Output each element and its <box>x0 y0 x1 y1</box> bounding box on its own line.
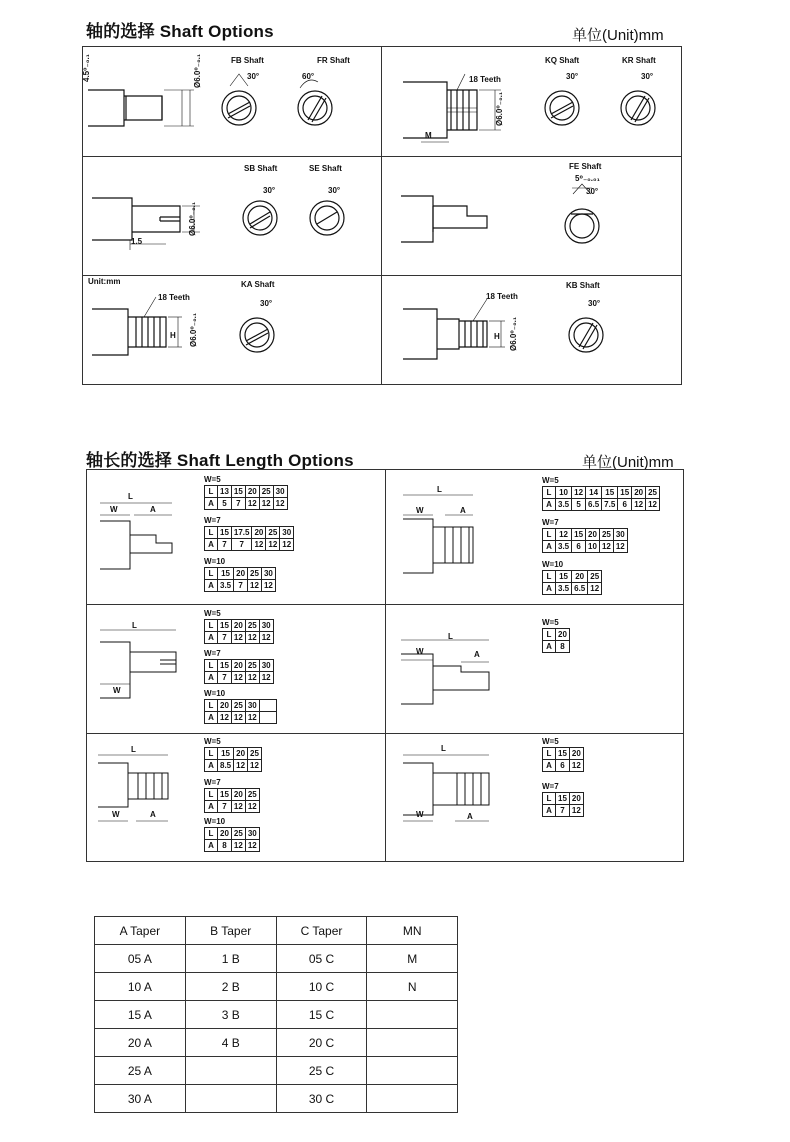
length4-a-label: A <box>474 650 480 659</box>
l-value <box>259 700 276 712</box>
sb-shaft-label: SB Shaft <box>244 164 278 173</box>
l-value: 20 <box>218 700 232 712</box>
ka-teeth-label: 18 Teeth <box>158 293 190 302</box>
ka-shaft-label: KA Shaft <box>241 280 275 289</box>
length1-w-label: W <box>110 505 118 514</box>
header-a-taper: A Taper <box>95 917 186 945</box>
row-key: A <box>205 760 218 772</box>
fb-shaft-label: FB Shaft <box>231 56 264 65</box>
a-value: 12 <box>252 539 266 551</box>
c-taper-cell: 30 C <box>276 1085 367 1113</box>
kq-diameter-dimension: Ø6.0⁰₋₀.₁ <box>495 91 504 126</box>
ka-angle-label: 30° <box>260 299 273 308</box>
a-taper-cell: 05 A <box>95 945 186 973</box>
fr-angle-label: 60° <box>302 72 315 81</box>
a-value: 6 <box>572 541 586 553</box>
l-value: 15 <box>218 620 232 632</box>
l-value: 20 <box>586 529 600 541</box>
shaft-options-unit: 单位(Unit)mm <box>572 27 664 44</box>
table-row <box>95 973 458 1001</box>
l-value: 15 <box>218 748 234 760</box>
a-value: 10 <box>586 541 600 553</box>
mn-cell: N <box>367 973 458 1001</box>
a-value: 7 <box>234 580 248 592</box>
a-taper-cell: 15 A <box>95 1001 186 1029</box>
l-value: 25 <box>248 568 262 580</box>
a-value: 12 <box>261 580 275 592</box>
row-key: A <box>205 840 218 852</box>
p4-g1-table <box>542 628 570 653</box>
length4-l-label: L <box>448 632 453 641</box>
row-key: L <box>205 700 218 712</box>
mn-cell <box>367 1085 458 1113</box>
p5-g3-width: W=10 <box>204 817 226 826</box>
fb-diameter-dimension: Ø6.0⁰₋₀.₁ <box>193 53 202 88</box>
length4-w-label: W <box>416 647 424 656</box>
row-key: L <box>543 793 556 805</box>
p6-g1-table <box>542 747 584 772</box>
row-key: L <box>205 527 218 539</box>
b-taper-cell: 3 B <box>185 1001 276 1029</box>
row-key: A <box>543 641 556 653</box>
row-key: L <box>205 568 218 580</box>
a-value: 12 <box>588 583 602 595</box>
c-taper-cell: 15 C <box>276 1001 367 1029</box>
shaft-length-unit: 单位(Unit)mm <box>582 454 674 471</box>
p3-g1-table <box>204 619 274 644</box>
fb-height-dimension: 4.5⁰₋₀.₁ <box>82 54 91 82</box>
a-value: 12 <box>245 840 259 852</box>
l-value: 25 <box>245 660 259 672</box>
length6-a-label: A <box>467 812 473 821</box>
a-value: 12 <box>245 801 259 813</box>
row-key: L <box>543 748 556 760</box>
l-value: 30 <box>245 828 259 840</box>
l-value: 15 <box>556 571 572 583</box>
c-taper-cell: 05 C <box>276 945 367 973</box>
l-value: 30 <box>259 620 273 632</box>
kr-angle-label: 30° <box>641 72 654 81</box>
l-value: 30 <box>273 486 287 498</box>
b-taper-cell <box>185 1085 276 1113</box>
row-key: L <box>543 629 556 641</box>
l-value: 20 <box>231 789 245 801</box>
p3-g3-width: W=10 <box>204 689 226 698</box>
l-value: 15 <box>556 793 570 805</box>
a-value: 12 <box>231 712 245 724</box>
b-taper-cell <box>185 1057 276 1085</box>
l-value: 25 <box>248 748 262 760</box>
p2-g1-width: W=5 <box>542 476 559 485</box>
a-value: 12 <box>234 760 248 772</box>
l-value: 15 <box>218 789 232 801</box>
l-value: 25 <box>245 620 259 632</box>
length3-l-label: L <box>132 621 137 630</box>
l-value: 20 <box>556 629 570 641</box>
length-drawing-4 <box>385 604 515 734</box>
l-value: 20 <box>245 486 259 498</box>
a-value: 12 <box>259 632 273 644</box>
a-value: 12 <box>569 805 583 817</box>
row-key: A <box>205 672 218 684</box>
l-value: 15 <box>231 486 245 498</box>
ka-shaft-drawing <box>82 275 382 385</box>
ka-unit-label: Unit:mm <box>88 277 121 286</box>
length-drawing-6 <box>385 733 515 862</box>
a-taper-cell: 30 A <box>95 1085 186 1113</box>
p2-g3-table <box>542 570 602 595</box>
p5-g1-width: W=5 <box>204 737 221 746</box>
a-value: 12 <box>273 498 287 510</box>
a-value: 12 <box>280 539 294 551</box>
a-value: 12 <box>231 840 245 852</box>
a-value: 7 <box>218 632 232 644</box>
fe-shaft-label: FE Shaft <box>569 162 602 171</box>
l-value: 10 <box>556 487 572 499</box>
p4-g1-width: W=5 <box>542 618 559 627</box>
a-value: 8 <box>556 641 570 653</box>
kb-shaft-drawing <box>381 275 682 385</box>
c-taper-cell: 20 C <box>276 1029 367 1057</box>
a-value: 12 <box>231 801 245 813</box>
l-value: 25 <box>646 487 660 499</box>
l-value: 25 <box>588 571 602 583</box>
l-value: 25 <box>231 700 245 712</box>
a-value: 12 <box>231 672 245 684</box>
l-value: 20 <box>569 793 583 805</box>
a-taper-cell: 10 A <box>95 973 186 1001</box>
p6-g2-table <box>542 792 584 817</box>
c-taper-cell: 10 C <box>276 973 367 1001</box>
l-value: 14 <box>586 487 602 499</box>
kq-m-dimension: M <box>425 131 432 140</box>
p5-g1-table <box>204 747 262 772</box>
fe-angle-label: 30° <box>586 187 599 196</box>
ka-h-dimension: H <box>170 331 176 340</box>
length6-w-label: W <box>416 810 424 819</box>
l-value: 25 <box>599 529 613 541</box>
a-value: 7 <box>556 805 570 817</box>
a-taper-cell: 20 A <box>95 1029 186 1057</box>
taper-header-row <box>95 917 458 945</box>
l-value: 20 <box>252 527 266 539</box>
length5-a-label: A <box>150 810 156 819</box>
p3-g3-table <box>204 699 277 724</box>
table-row <box>95 945 458 973</box>
a-value: 7 <box>231 539 252 551</box>
a-value: 5 <box>218 498 232 510</box>
length-drawing-1 <box>86 469 216 605</box>
shaft-length-title: 轴长的选择 Shaft Length Options <box>86 451 354 470</box>
a-value: 6 <box>556 760 570 772</box>
l-value: 25 <box>259 486 273 498</box>
a-value: 12 <box>248 580 262 592</box>
mn-cell: M <box>367 945 458 973</box>
row-key: L <box>205 486 218 498</box>
length2-l-label: L <box>437 485 442 494</box>
a-value: 12 <box>245 672 259 684</box>
kb-h-dimension: H <box>494 332 500 341</box>
l-value: 12 <box>556 529 572 541</box>
l-value: 15 <box>556 748 570 760</box>
row-key: A <box>205 712 218 724</box>
shaft-options-title: 轴的选择 Shaft Options <box>86 22 274 41</box>
sb-se-shaft-drawing <box>82 156 382 276</box>
length1-l-label: L <box>128 492 133 501</box>
l-value: 17.5 <box>231 527 252 539</box>
row-key: A <box>205 801 218 813</box>
l-value: 25 <box>266 527 280 539</box>
b-taper-cell: 2 B <box>185 973 276 1001</box>
row-key: A <box>543 541 556 553</box>
kq-teeth-label: 18 Teeth <box>469 75 501 84</box>
table-row <box>95 1057 458 1085</box>
row-key: L <box>205 828 218 840</box>
row-key: L <box>205 748 218 760</box>
a-value: 12 <box>218 712 232 724</box>
a-value: 7 <box>218 801 232 813</box>
p1-g1-width: W=5 <box>204 475 221 484</box>
fe-shaft-drawing <box>381 156 682 276</box>
row-key: L <box>543 529 556 541</box>
mn-cell <box>367 1057 458 1085</box>
length-drawing-5 <box>86 733 216 862</box>
p6-g2-width: W=7 <box>542 782 559 791</box>
fr-shaft-label: FR Shaft <box>317 56 350 65</box>
a-taper-cell: 25 A <box>95 1057 186 1085</box>
l-value: 25 <box>245 789 259 801</box>
kq-angle-label: 30° <box>566 72 579 81</box>
kr-shaft-label: KR Shaft <box>622 56 656 65</box>
a-value: 12 <box>245 712 259 724</box>
l-value: 30 <box>613 529 627 541</box>
row-key: L <box>205 789 218 801</box>
c-taper-cell: 25 C <box>276 1057 367 1085</box>
p3-g2-table <box>204 659 274 684</box>
p1-g2-table <box>204 526 294 551</box>
p2-g2-width: W=7 <box>542 518 559 527</box>
l-value: 30 <box>245 700 259 712</box>
kb-teeth-label: 18 Teeth <box>486 292 518 301</box>
kb-shaft-label: KB Shaft <box>566 281 600 290</box>
l-value: 20 <box>572 571 588 583</box>
p5-g2-table <box>204 788 260 813</box>
a-value <box>259 712 276 724</box>
table-row <box>95 1001 458 1029</box>
l-value: 30 <box>259 660 273 672</box>
length-drawing-2 <box>385 469 515 605</box>
row-key: A <box>205 539 218 551</box>
mn-cell <box>367 1029 458 1057</box>
p5-g2-width: W=7 <box>204 778 221 787</box>
a-value: 12 <box>569 760 583 772</box>
header-b-taper: B Taper <box>185 917 276 945</box>
a-value: 12 <box>613 541 627 553</box>
fb-angle-label: 30° <box>247 72 260 81</box>
p1-g3-width: W=10 <box>204 557 226 566</box>
row-key: A <box>543 805 556 817</box>
l-value: 15 <box>218 660 232 672</box>
row-key: A <box>205 632 218 644</box>
l-value: 15 <box>218 527 232 539</box>
header-c-taper: C Taper <box>276 917 367 945</box>
length2-a-label: A <box>460 506 466 515</box>
a-value: 12 <box>245 498 259 510</box>
a-value: 7 <box>231 498 245 510</box>
a-value: 7 <box>218 672 232 684</box>
a-value: 7 <box>218 539 232 551</box>
p5-g3-table <box>204 827 260 852</box>
length6-l-label: L <box>441 744 446 753</box>
sb-diameter-dimension: Ø6.0⁰₋₀.₁ <box>188 201 197 236</box>
a-value: 6 <box>618 499 632 511</box>
a-value: 3.5 <box>556 541 572 553</box>
l-value: 20 <box>218 828 232 840</box>
l-value: 15 <box>572 529 586 541</box>
length1-a-label: A <box>150 505 156 514</box>
row-key: L <box>543 571 556 583</box>
length5-w-label: W <box>112 810 120 819</box>
table-row <box>95 1085 458 1113</box>
row-key: A <box>205 580 218 592</box>
p6-g1-width: W=5 <box>542 737 559 746</box>
a-value: 12 <box>266 539 280 551</box>
length2-w-label: W <box>416 506 424 515</box>
a-value: 12 <box>231 632 245 644</box>
p2-g3-width: W=10 <box>542 560 564 569</box>
p3-g1-width: W=5 <box>204 609 221 618</box>
taper-table <box>94 916 458 1113</box>
header-mn: MN <box>367 917 458 945</box>
length5-l-label: L <box>131 745 136 754</box>
se-shaft-label: SE Shaft <box>309 164 342 173</box>
l-value: 20 <box>231 660 245 672</box>
p1-g3-table <box>204 567 276 592</box>
l-value: 30 <box>261 568 275 580</box>
row-key: A <box>543 583 556 595</box>
l-value: 20 <box>569 748 583 760</box>
a-value: 5 <box>572 499 586 511</box>
kq-shaft-label: KQ Shaft <box>545 56 580 65</box>
l-value: 20 <box>231 620 245 632</box>
l-value: 15 <box>602 487 618 499</box>
a-value: 12 <box>245 632 259 644</box>
a-value: 12 <box>259 498 273 510</box>
b-taper-cell: 4 B <box>185 1029 276 1057</box>
l-value: 12 <box>572 487 586 499</box>
l-value: 25 <box>231 828 245 840</box>
table-row <box>95 1029 458 1057</box>
se-angle-label: 30° <box>328 186 341 195</box>
p2-g2-table <box>542 528 628 553</box>
a-value: 12 <box>248 760 262 772</box>
a-value: 3.5 <box>218 580 234 592</box>
row-key: L <box>543 487 556 499</box>
row-key: L <box>205 660 218 672</box>
a-value: 12 <box>632 499 646 511</box>
l-value: 30 <box>280 527 294 539</box>
l-value: 20 <box>234 748 248 760</box>
a-value: 7.5 <box>602 499 618 511</box>
l-value: 20 <box>234 568 248 580</box>
ka-diameter-dimension: Ø6.0⁰₋₀.₁ <box>189 312 198 347</box>
length-drawing-3 <box>86 604 216 734</box>
length3-w-label: W <box>113 686 121 695</box>
p1-g2-width: W=7 <box>204 516 221 525</box>
row-key: A <box>205 498 218 510</box>
b-taper-cell: 1 B <box>185 945 276 973</box>
kb-diameter-dimension: Ø6.0⁰₋₀.₁ <box>509 316 518 351</box>
l-value: 15 <box>618 487 632 499</box>
a-value: 3.5 <box>556 583 572 595</box>
a-value: 8 <box>218 840 232 852</box>
a-value: 6.5 <box>586 499 602 511</box>
a-value: 12 <box>259 672 273 684</box>
l-value: 15 <box>218 568 234 580</box>
fe-width-dimension: 5⁰₋₀.₀₁ <box>575 174 600 183</box>
p2-g1-table <box>542 486 660 511</box>
p1-g1-table <box>204 485 288 510</box>
row-key: A <box>543 760 556 772</box>
kb-angle-label: 30° <box>588 299 601 308</box>
row-key: L <box>205 620 218 632</box>
mn-cell <box>367 1001 458 1029</box>
a-value: 12 <box>646 499 660 511</box>
row-key: A <box>543 499 556 511</box>
l-value: 20 <box>632 487 646 499</box>
a-value: 6.5 <box>572 583 588 595</box>
a-value: 8.5 <box>218 760 234 772</box>
sb-offset-dimension: 1.5 <box>131 237 143 246</box>
p3-g2-width: W=7 <box>204 649 221 658</box>
l-value: 13 <box>218 486 232 498</box>
a-value: 12 <box>599 541 613 553</box>
a-value: 3.5 <box>556 499 572 511</box>
sb-angle-label: 30° <box>263 186 276 195</box>
